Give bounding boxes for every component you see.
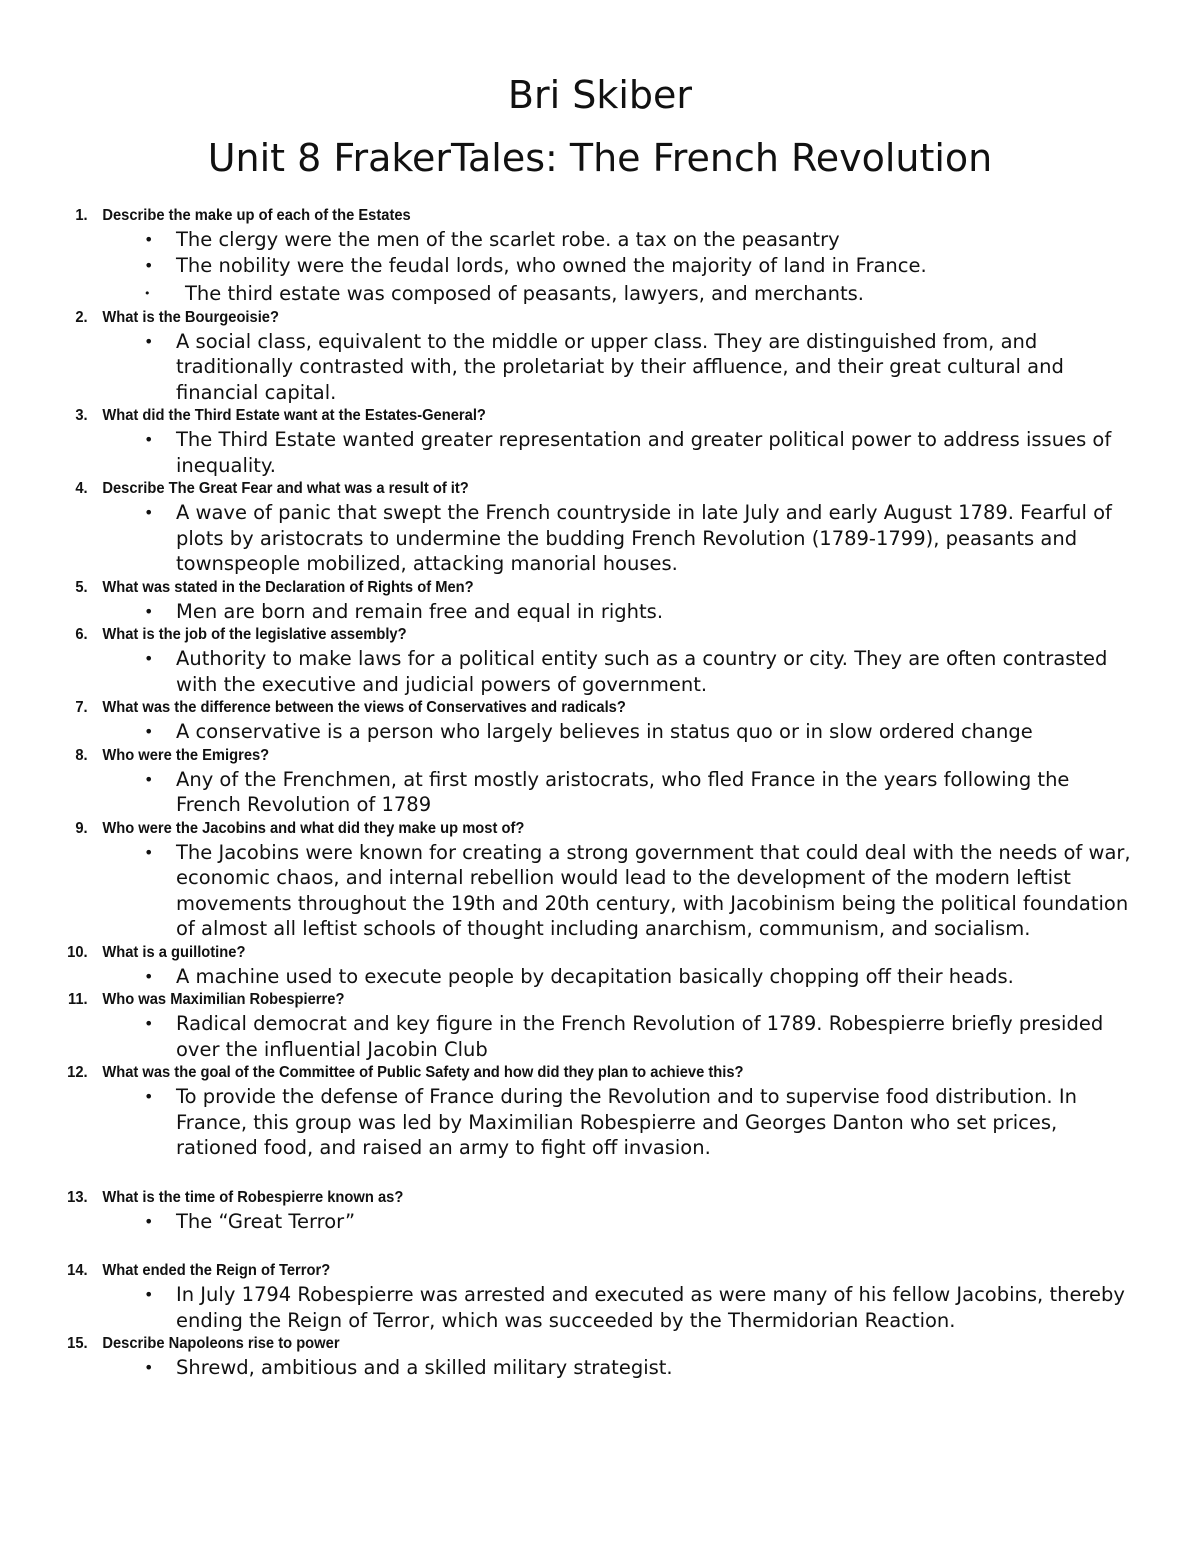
bullet-icon: • (144, 230, 154, 249)
question-number: 5. (75, 578, 88, 596)
question-number: 13. (67, 1188, 88, 1206)
bullet-icon: • (144, 649, 154, 668)
question-text: 14. What ended the Reign of Terror? (60, 1260, 1054, 1282)
question-number: 7. (75, 699, 88, 716)
question-text: 9. Who were the Jacobins and what did they make up most of? (60, 818, 1054, 840)
question-item (60, 1260, 1140, 1333)
question-item (60, 1333, 1140, 1381)
question-text: 2. What is the Bourgeoisie? (60, 307, 1054, 329)
question-item (60, 478, 1140, 577)
answer-bullet (60, 500, 1140, 577)
answer-text: The Third Estate wanted greater representation and greater political power to address issues of inequality. (176, 428, 1112, 477)
answer-bullet (60, 964, 1140, 990)
bullet-icon: • (144, 601, 154, 621)
question-item (60, 989, 1140, 1062)
answer-text: The Jacobins were known for creating a strong government that could deal with the needs of war, economic chaos, and internal rebellion would lead to the development of the modern leftist movements throughout the 19th and 20th century, with Jacobinism being the political foundation of almost all leftist schools of thought including anarchism, communism, and socialism. (176, 840, 1131, 940)
bullet-icon: • (144, 255, 154, 275)
document-title: Unit 8 FrakerTales: The French Revolution (207, 136, 993, 180)
answer-bullet (60, 1355, 1140, 1381)
question-number: 9. (75, 819, 88, 837)
question-number: 6. (75, 626, 88, 643)
question-item (60, 697, 1140, 745)
blank-line (60, 1161, 1140, 1187)
question-text: 13. What is the time of Robespierre known as? (60, 1187, 1054, 1209)
bullet-icon: • (144, 1358, 154, 1377)
answer-text: A social class, equivalent to the middle or upper class. They are distinguished from, and traditionally contrasted with, the proletariat by their affluence, and their great cultural and financial capital. (176, 329, 1064, 404)
question-item (60, 942, 1140, 990)
answer-text: A conservative is a person who largely believes in status quo or in slow ordered change (176, 720, 1033, 743)
bullet-icon: • (144, 722, 154, 741)
question-text: 7. What was the difference between the views of Conservatives and radicals? (60, 697, 1054, 719)
answer-bullet (60, 1011, 1140, 1062)
answer-bullet (60, 719, 1140, 745)
question-text: 8. Who were the Emigres? (60, 745, 1054, 767)
question-number: 4. (75, 480, 88, 497)
question-item (60, 1062, 1140, 1161)
answer-text: To provide the defense of France during the Revolution and to supervise food distribution. In France, this group was led by Maximilian Robespierre and Georges Danton who set prices, rationed food, and raised an army to fight off invasion. (176, 1085, 1077, 1159)
answer-text: The clergy were the men of the scarlet robe. a tax on the peasantry (176, 228, 840, 251)
question-number: 1. (75, 207, 88, 224)
question-item (60, 577, 1140, 625)
question-item (60, 205, 1140, 307)
bullet-icon: • (144, 966, 154, 986)
bullet-icon: • (144, 1211, 154, 1231)
answer-bullet (60, 1209, 1140, 1235)
question-text: 4. Describe The Great Fear and what was a result of it? (60, 478, 1054, 500)
answer-text: Radical democrat and key figure in the French Revolution of 1789. Robespierre briefly presided over the influential Jacobin Club (176, 1012, 1104, 1061)
bullet-icon: • (144, 1014, 154, 1033)
answer-text: The third estate was composed of peasants, lawyers, and merchants. (185, 282, 864, 305)
question-item (60, 624, 1140, 697)
answer-bullet (60, 646, 1140, 697)
answer-text: Authority to make laws for a political entity such as a country or city. They are often contrasted with the executive and judicial powers of government. (176, 647, 1108, 696)
answer-text: A machine used to execute people by decapitation basically chopping off their heads. (176, 964, 1014, 988)
bullet-icon: • (144, 331, 154, 351)
question-item (60, 307, 1140, 406)
bullet-icon: • (144, 1285, 154, 1304)
blank-line (60, 1234, 1140, 1260)
answer-bullet (60, 599, 1140, 625)
answer-text: A wave of panic that swept the French countryside in late July and early August 1789. Fearful of plots by aristocrats to undermine the budding French Revolution (1789-1799), peasants and townspeople mobilized, attacking manorial houses. (176, 501, 1112, 575)
question-text: 6. What is the job of the legislative assembly? (60, 624, 1054, 646)
question-text: 15. Describe Napoleons rise to power (60, 1333, 1054, 1355)
author-name: Bri Skiber (507, 73, 693, 117)
answer-text: Men are born and remain free and equal in rights. (176, 599, 664, 623)
bullet-icon: • (144, 769, 154, 789)
question-text: 10. What is a guillotine? (60, 942, 1054, 964)
question-number: 12. (67, 1064, 88, 1081)
bullet-icon: • (144, 1087, 154, 1106)
answer-bullet (60, 840, 1140, 942)
question-item (60, 405, 1140, 478)
question-item (60, 1187, 1140, 1235)
question-text: 11. Who was Maximilian Robespierre? (60, 989, 1054, 1011)
question-number: 11. (67, 991, 88, 1008)
question-number: 10. (67, 943, 88, 961)
answer-text: The “Great Terror” (176, 1209, 356, 1233)
bullet-icon: • (144, 842, 154, 862)
bullet-icon: • (144, 287, 151, 300)
answer-bullet (60, 329, 1140, 406)
answer-text: Shrewd, ambitious and a skilled military strategist. (176, 1356, 673, 1379)
answer-text: The nobility were the feudal lords, who owned the majority of land in France. (176, 253, 927, 277)
answer-bullet (60, 1282, 1140, 1333)
bullet-icon: • (144, 430, 154, 449)
question-number: 2. (75, 308, 88, 326)
answer-bullet (60, 767, 1140, 818)
question-number: 14. (67, 1262, 88, 1279)
answer-bullet (60, 253, 1140, 279)
answer-text: Any of the Frenchmen, at first mostly aristocrats, who fled France in the years following the French Revolution of 1789 (176, 767, 1070, 816)
question-number: 15. (67, 1335, 88, 1352)
question-item (60, 745, 1140, 818)
question-text: 5. What was stated in the Declaration of Rights of Men? (60, 577, 1054, 599)
question-text: 12. What was the goal of the Committee of Public Safety and how did they plan to achieve this? (60, 1062, 1054, 1084)
answer-bullet (60, 227, 1140, 253)
answer-bullet (60, 427, 1140, 478)
question-item (60, 818, 1140, 942)
question-text: 1. Describe the make up of each of the Estates (60, 205, 1054, 227)
bullet-icon: • (144, 503, 154, 522)
question-list (60, 205, 1140, 1381)
answer-text: In July 1794 Robespierre was arrested and executed as were many of his fellow Jacobins, thereby ending the Reign of Terror, which was succeeded by the Thermidorian Reaction. (176, 1283, 1125, 1332)
answer-bullet (60, 281, 1140, 307)
question-text: 3. What did the Third Estate want at the Estates-General? (60, 405, 1054, 427)
question-number: 3. (75, 407, 88, 424)
answer-bullet (60, 1084, 1140, 1161)
question-number: 8. (75, 746, 88, 764)
